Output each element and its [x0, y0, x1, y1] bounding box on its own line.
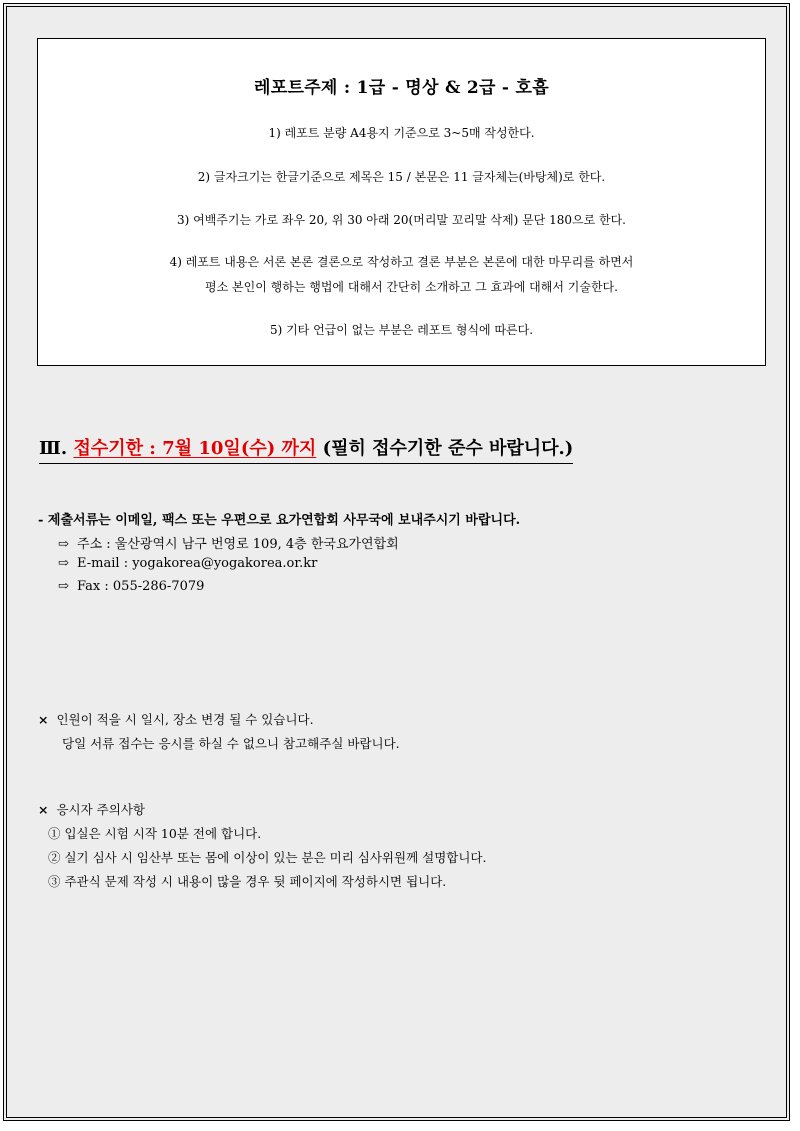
caution-title [38, 800, 145, 818]
fax-text: Fax : 055-286-7079 [77, 579, 205, 594]
report-rule-3: 3) 여백주기는 가로 좌우 20, 위 30 아래 20(머리말 꼬리말 삭제) 문단 180으로 한다. [176, 213, 626, 227]
deadline-note: (필히 접수기한 준수 바랍니다.) [322, 438, 574, 459]
deadline-date: 접수기한 : 7월 10일(수) 까지 [73, 438, 317, 459]
x-mark-icon: × [38, 802, 49, 817]
contact-fax [58, 579, 204, 594]
caution-title-text: 응시자 주의사항 [56, 802, 145, 817]
same-day-notice: 당일 서류 접수는 응시를 하실 수 없으니 참고해주실 바랍니다. [62, 736, 400, 751]
address-text: 주소 : 울산광역시 남구 번영로 109, 4층 한국요가연합회 [77, 537, 399, 552]
report-rule-2: 2) 글자크기는 한글기준으로 제목은 15 / 본문은 11 글자체는(바탕체)로 한다. [197, 170, 606, 184]
report-topic-box [37, 38, 766, 366]
change-notice [38, 710, 314, 728]
caution-item-3: ③ 주관식 문제 작성 시 내용이 많을 경우 뒷 페이지에 작성하시면 됩니다. [48, 874, 447, 889]
report-rule-1: 1) 레포트 분량 A4용지 기준으로 3~5매 작성한다. [268, 126, 535, 140]
arrow-icon: ⇨ [58, 579, 69, 594]
caution-item-1: ① 입실은 시험 시작 10분 전에 합니다. [48, 826, 262, 841]
report-rule-5: 5) 기타 언급이 없는 부분은 레포트 형식에 따른다. [269, 323, 534, 337]
report-rule-4: 4) 레포트 내용은 서론 본론 결론으로 작성하고 결론 부분은 본론에 대한 마무리를 하면서 [169, 255, 634, 269]
section-numeral: Ⅲ. [39, 438, 68, 459]
change-notice-text: 인원이 적을 시 일시, 장소 변경 될 수 있습니다. [56, 712, 314, 727]
x-mark-icon: × [38, 712, 49, 727]
deadline-heading [39, 434, 573, 464]
arrow-icon: ⇨ [58, 556, 69, 571]
email-text: E-mail : yogakorea@yogakorea.or.kr [77, 556, 318, 571]
contact-email [58, 556, 317, 571]
submission-heading: - 제출서류는 이메일, 팩스 또는 우편으로 요가연합회 사무국에 보내주시기 바랍니다. [38, 513, 521, 528]
arrow-icon: ⇨ [58, 537, 69, 552]
report-title: 레포트주제 : 1급 - 명상 & 2급 - 호흡 [254, 78, 549, 98]
contact-address [58, 533, 399, 552]
report-rule-4-cont: 평소 본인이 행하는 행법에 대해서 간단히 소개하고 그 효과에 대해서 기술한다. [205, 280, 618, 294]
caution-item-2: ② 실기 심사 시 임산부 또는 몸에 이상이 있는 분은 미리 심사위원께 설명합니다. [48, 850, 487, 865]
